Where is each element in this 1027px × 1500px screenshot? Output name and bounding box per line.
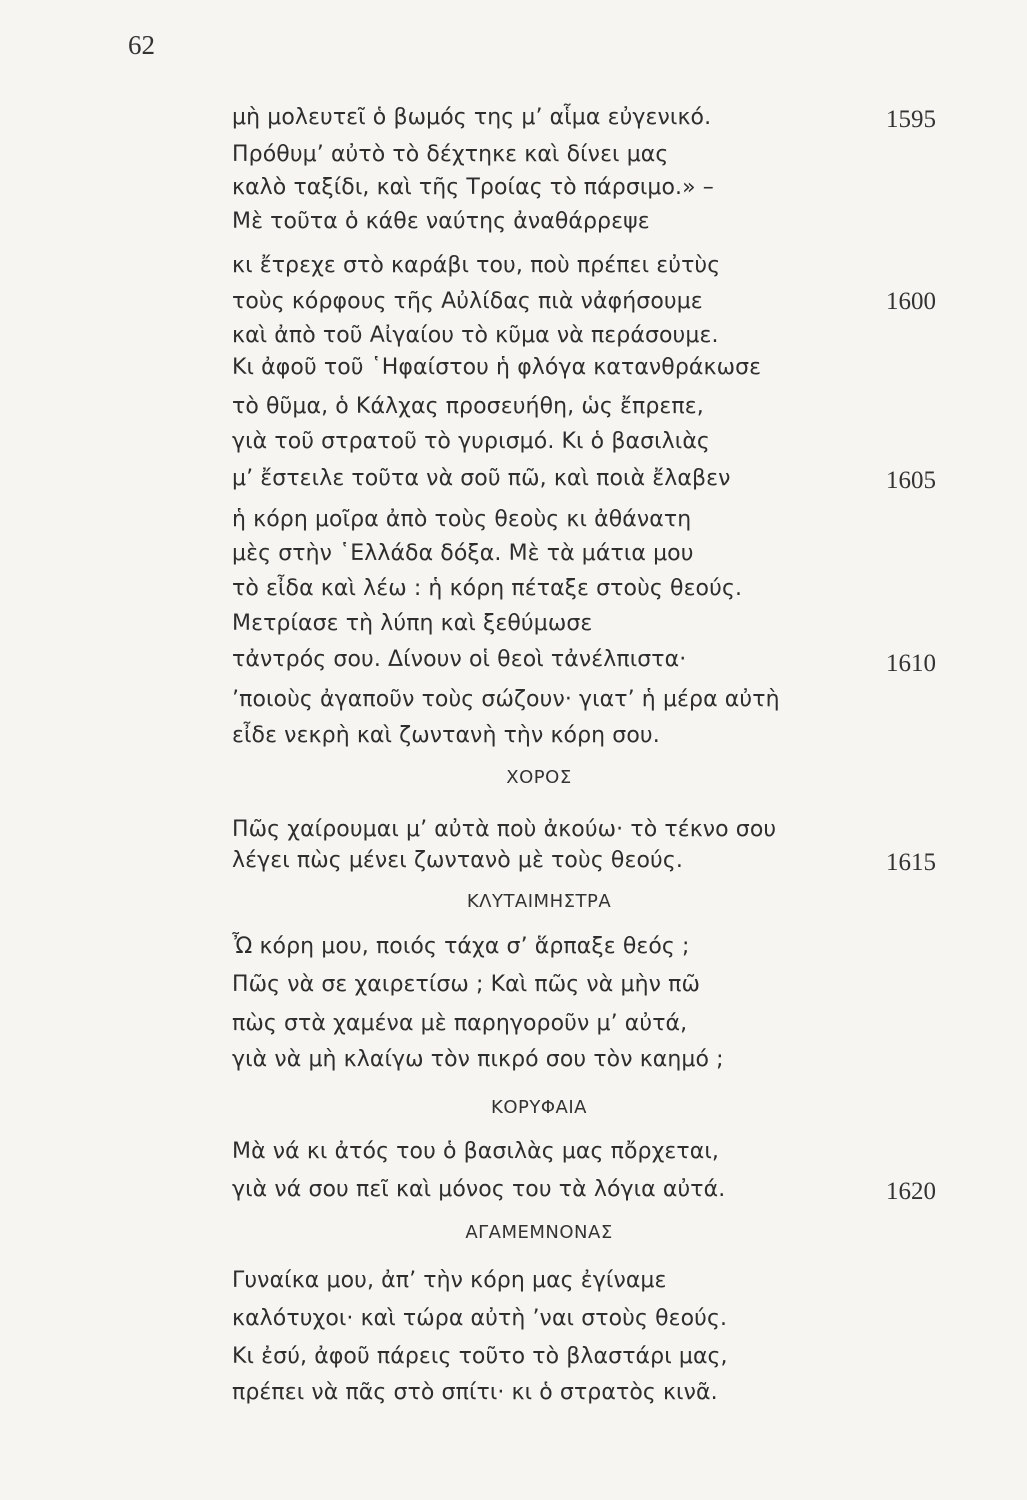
verse-line: λέγει πὼς μένει ζωντανὸ μὲ τοὺς θεούς. [232,848,683,873]
verse-line: ’ποιοὺς ἀγαποῦν τοὺς σώζουν· γιατ’ ἡ μέρα αὐτὴ [232,687,780,712]
verse-line: μ’ ἔστειλε τοῦτα νὰ σοῦ πῶ, καὶ ποιὰ ἔλαβεν [232,466,731,491]
verse-line: καλότυχοι· καὶ τώρα αὐτὴ ’ναι στοὺς θεούς. [232,1306,728,1331]
verse-line: Κι ἐσύ, ἀφοῦ πάρεις τοῦτο τὸ βλαστάρι μας, [232,1344,728,1369]
verse-line: κι ἔτρεχε στὸ καράβι του, ποὺ πρέπει εὐτὺς [232,253,721,278]
verse-line: ἡ κόρη μοῖρα ἀπὸ τοὺς θεοὺς κι ἀθάνατη [232,507,692,532]
verse-line: Ὦ κόρη μου, ποιός τάχα σ’ ἅρπαξε θεός ; [232,934,690,959]
verse-line: Πῶς χαίρουμαι μ’ αὐτὰ ποὺ ἀκούω· τὸ τέκνο σου [232,817,777,842]
speaker-heading: ΚΟΡΥΦΑΙΑ [491,1097,587,1118]
verse-line: Μετρίασε τὴ λύπη καὶ ξεθύμωσε [232,611,593,636]
verse-line: πρέπει νὰ πᾶς στὸ σπίτι· κι ὁ στρατὸς κινᾶ. [232,1380,718,1405]
verse-line: τἀντρός σου. Δίνουν οἱ θεοὶ τἀνέλπιστα· [232,647,687,672]
line-number: 1605 [886,467,936,494]
speaker-heading: ΧΟΡΟΣ [506,767,572,788]
verse-line: γιὰ νὰ μὴ κλαίγω τὸν πικρό σου τὸν καημό ; [232,1047,724,1072]
line-number: 1620 [886,1178,936,1205]
verse-line: πὼς στὰ χαμένα μὲ παρηγοροῦν μ’ αὐτά, [232,1011,688,1036]
verse-line: Μὰ νά κι ἀτός του ὁ βασιλὰς μας πὄρχεται, [232,1139,719,1164]
verse-line: Μὲ τοῦτα ὁ κάθε ναύτης ἀναθάρρεψε [232,209,650,234]
line-number: 1595 [886,106,936,133]
verse-line: εἶδε νεκρὴ καὶ ζωντανὴ τὴν κόρη σου. [232,723,660,748]
line-number: 1615 [886,849,936,876]
verse-line: τοὺς κόρφους τῆς Αὐλίδας πιὰ νἀφήσουμε [232,289,703,314]
speaker-heading: ΑΓΑΜΕΜΝΟΝΑΣ [465,1222,613,1243]
verse-line: γιὰ τοῦ στρατοῦ τὸ γυρισμό. Κι ὁ βασιλιὰς [232,429,710,454]
page-number: 62 [128,30,155,60]
verse-line: Πρόθυμ’ αὐτὸ τὸ δέχτηκε καὶ δίνει μας [232,142,669,167]
verse-line: τὸ εἶδα καὶ λέω : ἡ κόρη πέταξε στοὺς θεούς. [232,576,743,601]
verse-line: τὸ θῦμα, ὁ Κάλχας προσευήθη, ὡς ἔπρεπε, [232,394,704,419]
verse-line: μὲς στὴν ῾Ελλάδα δόξα. Μὲ τὰ μάτια μου [232,541,694,566]
verse-line: Κι ἀφοῦ τοῦ ῾Ηφαίστου ἡ φλόγα κατανθράκωσε [232,355,762,380]
verse-line: Γυναίκα μου, ἀπ’ τὴν κόρη μας ἐγίναμε [232,1268,667,1293]
line-number: 1610 [886,650,936,677]
speaker-heading: ΚΛΥΤΑΙΜΗΣΤΡΑ [466,891,612,912]
verse-line: γιὰ νά σου πεῖ καὶ μόνος του τὰ λόγια αὐτά. [232,1177,726,1202]
verse-line: Πῶς νὰ σε χαιρετίσω ; Καὶ πῶς νὰ μὴν πῶ [232,972,700,997]
verse-line: μὴ μολευτεῖ ὁ βωμός της μ’ αἷμα εὐγενικό. [232,105,712,130]
verse-line: καλὸ ταξίδι, καὶ τῆς Τροίας τὸ πάρσιμο.» – [232,175,714,200]
verse-line: καὶ ἀπὸ τοῦ Αἰγαίου τὸ κῦμα νὰ περάσουμε. [232,323,719,348]
line-number: 1600 [886,288,936,315]
